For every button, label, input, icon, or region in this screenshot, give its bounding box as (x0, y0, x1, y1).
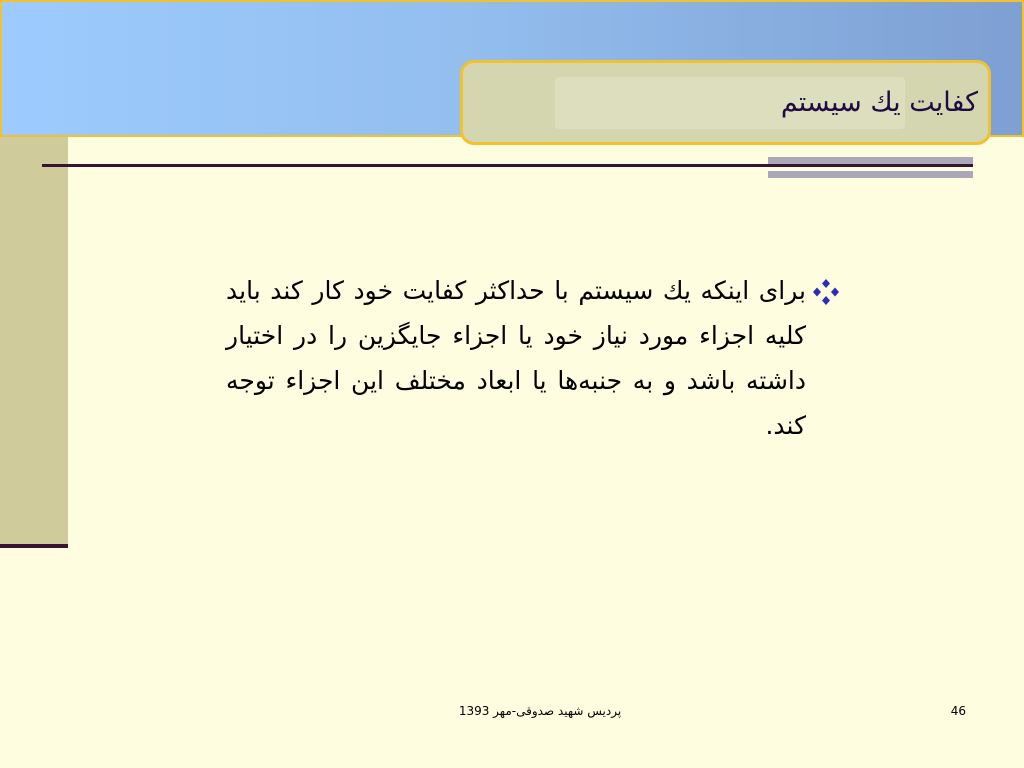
left-strip (0, 137, 68, 545)
title-box (460, 60, 991, 145)
left-rule (0, 544, 68, 548)
rule-decoration (768, 157, 973, 179)
diamond-bullet-icon (811, 278, 841, 306)
footer-text: پرديس شهيد صدوقی-مهر 1393 (458, 704, 622, 718)
slide-number: 46 (950, 704, 966, 718)
bullet-text: برای اینکه يك سيستم با حداكثر كفايت خود كار كند بايد كليه اجزاء مورد نياز خود يا اجزاء جايگزين را در اختيار داشته باشد و به جنبه‌ها يا ابعاد مختلف اين اجزاء توجه كند. (226, 276, 806, 440)
slide-title: كفايت يك سيستم (780, 87, 978, 118)
